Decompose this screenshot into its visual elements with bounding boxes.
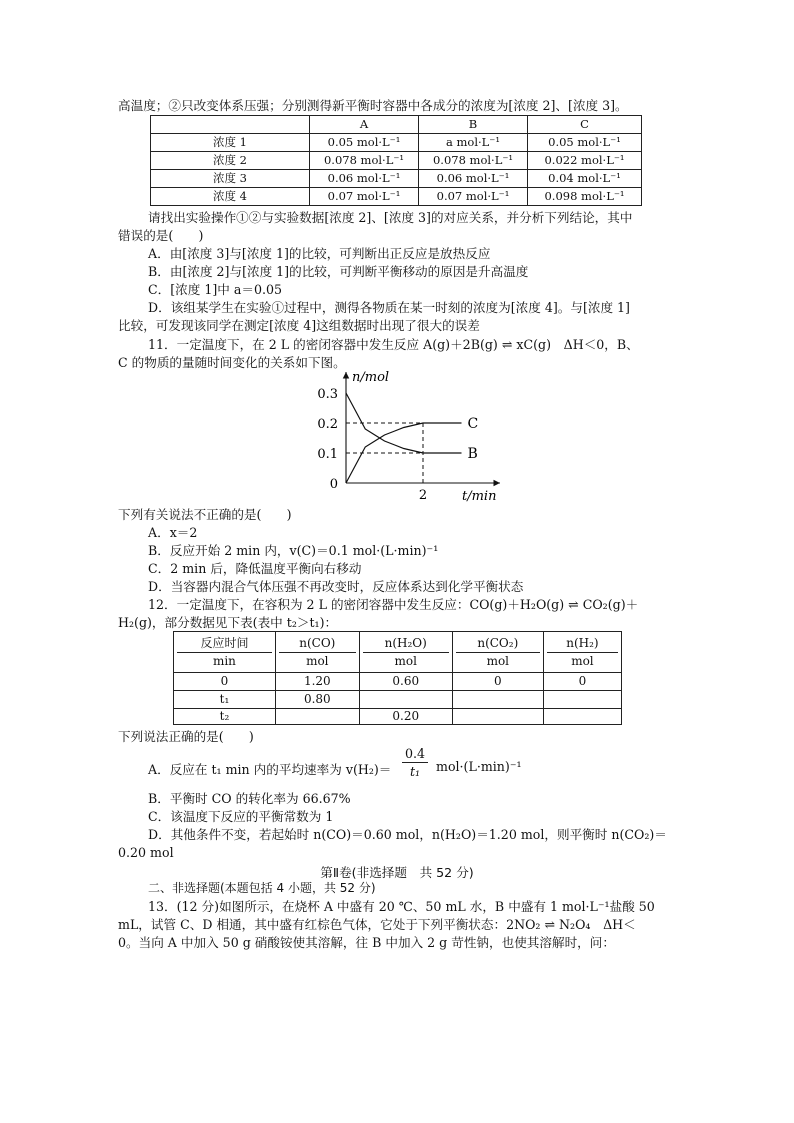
- y-axis-label: n/mol: [352, 370, 390, 385]
- table-header-cell: n(CO) mol: [275, 632, 359, 673]
- y-tick-label: 0.2: [317, 417, 338, 432]
- q11-line-chart: [310, 366, 510, 506]
- y-tick-label: 0.1: [317, 447, 338, 462]
- concentration-table: [150, 115, 642, 206]
- table-cell: 0.098 mol·L⁻¹: [528, 188, 642, 206]
- q11-question: 下列有关说法不正确的是( ): [118, 507, 292, 522]
- q12-option-b: B．平衡时 CO 的转化率为 66.67%: [148, 791, 351, 806]
- table-cell: 0.80: [275, 691, 359, 709]
- q10-option-d: D．该组某学生在实验①过程中，测得各物质在某一时刻的浓度为[浓度 4]。与[浓度 1]: [148, 300, 630, 315]
- table-cell: 0: [452, 673, 543, 691]
- q10-option-b: B．由[浓度 2]与[浓度 1]的比较，可判断平衡移动的原因是升高温度: [148, 264, 529, 279]
- q10-option-d-cont: 比较，可发现该同学在测定[浓度 4]这组数据时出现了很大的误差: [118, 318, 480, 333]
- table-cell: [275, 709, 359, 725]
- table-row: [151, 134, 642, 152]
- table-row: [174, 673, 622, 691]
- part-two-title: 第Ⅱ卷(非选择题 共 52 分): [320, 865, 474, 880]
- table-cell: 0.05 mol·L⁻¹: [310, 134, 419, 152]
- q13-line-2: mL，试管 C、D 相通，其中盛有红棕色气体，它处于下列平衡状态：2NO₂ ⇌ N₂O₄ ΔH＜: [118, 917, 636, 932]
- table-row: [151, 152, 642, 170]
- x-axis-label: t/min: [462, 489, 497, 504]
- table-cell: [359, 691, 452, 709]
- series-label-B: B: [467, 446, 478, 462]
- x-tick-label: 2: [418, 488, 428, 503]
- table-cell: C: [528, 116, 642, 134]
- part-two-subtitle: 二、非选择题(本题包括 4 小题，共 52 分): [148, 881, 376, 895]
- table-header-row: [174, 632, 622, 673]
- table-header-cell: 反应时间 min: [174, 632, 276, 673]
- reaction-data-table: [173, 631, 622, 725]
- table-row: [151, 170, 642, 188]
- table-cell: 浓度 1: [151, 134, 310, 152]
- q10-option-c: C．[浓度 1]中 a＝0.05: [148, 282, 282, 297]
- table-cell: a mol·L⁻¹: [419, 134, 528, 152]
- table-cell: 0.60: [359, 673, 452, 691]
- table-header-row: [151, 116, 642, 134]
- q10-intro: 请找出实验操作①②与实验数据[浓度 2]、[浓度 3]的对应关系，并分析下列结论，其中: [148, 210, 633, 225]
- q11-option-c: C．2 min 后，降低温度平衡向右移动: [148, 561, 362, 576]
- table-header-cell: n(CO₂) mol: [452, 632, 543, 673]
- table-row: [151, 188, 642, 206]
- q11-stem: 11．一定温度下，在 2 L 的密闭容器中发生反应 A(g)＋2B(g) ⇌ xC(g) ΔH＜0，B、: [148, 337, 639, 352]
- q11-option-b: B．反应开始 2 min 内，v(C)＝0.1 mol·(L·min)⁻¹: [148, 543, 439, 558]
- q11-stem-cont: C 的物质的量随时间变化的关系如下图。: [118, 355, 346, 370]
- table-cell: 0.078 mol·L⁻¹: [310, 152, 419, 170]
- table-cell: 0: [543, 673, 621, 691]
- y-tick-label: 0.3: [317, 387, 338, 402]
- q12-question: 下列说法正确的是( ): [118, 729, 254, 744]
- table-cell: [452, 709, 543, 725]
- table-cell: [452, 691, 543, 709]
- q11-option-d: D．当容器内混合气体压强不再改变时，反应体系达到化学平衡状态: [148, 579, 524, 594]
- q12-fraction-numerator: 0.4: [402, 745, 428, 763]
- q12-option-a-suffix: mol·(L·min)⁻¹: [436, 759, 522, 774]
- q13-line-3: 0。当向 A 中加入 50 g 硝酸铵使其溶解，往 B 中加入 2 g 苛性钠，也使其溶解时，问：: [118, 935, 615, 950]
- q12-fraction-denominator: t₁: [409, 764, 421, 779]
- table-cell: B: [419, 116, 528, 134]
- table-cell: [151, 116, 310, 134]
- q10-option-a: A．由[浓度 3]与[浓度 1]的比较，可判断出正反应是放热反应: [148, 246, 491, 261]
- table-cell: [543, 691, 621, 709]
- table-header-cell: n(H₂) mol: [543, 632, 621, 673]
- table-row: [174, 691, 622, 709]
- y-tick-label: 0: [329, 477, 338, 492]
- table-cell: 浓度 2: [151, 152, 310, 170]
- table-cell: 0.06 mol·L⁻¹: [419, 170, 528, 188]
- table-cell: A: [310, 116, 419, 134]
- table-cell: 浓度 4: [151, 188, 310, 206]
- table-cell: 0.078 mol·L⁻¹: [419, 152, 528, 170]
- table-cell: 浓度 3: [151, 170, 310, 188]
- continued-text: 高温度；②只改变体系压强；分别测得新平衡时容器中各成分的浓度为[浓度 2]、[浓度 3]。: [118, 98, 628, 113]
- q10-intro-cont: 错误的是( ): [118, 228, 204, 243]
- table-cell: 0.20: [359, 709, 452, 725]
- table-header-cell: n(H₂O) mol: [359, 632, 452, 673]
- table-cell: 0.04 mol·L⁻¹: [528, 170, 642, 188]
- table-cell: 0.07 mol·L⁻¹: [310, 188, 419, 206]
- table-cell: 1.20: [275, 673, 359, 691]
- table-cell: [543, 709, 621, 725]
- q12-option-c: C．该温度下反应的平衡常数为 1: [148, 809, 334, 824]
- table-cell: 0.022 mol·L⁻¹: [528, 152, 642, 170]
- q12-option-d-cont: 0.20 mol: [118, 845, 174, 860]
- table-cell: t₁: [174, 691, 276, 709]
- series-label-C: C: [467, 416, 479, 432]
- q12-fraction: [402, 745, 428, 780]
- q12-option-a-prefix: A．反应在 t₁ min 内的平均速率为 v(H₂)＝: [148, 762, 392, 777]
- table-cell: t₂: [174, 709, 276, 725]
- table-cell: 0.07 mol·L⁻¹: [419, 188, 528, 206]
- q11-option-a: A．x＝2: [148, 525, 198, 540]
- q12-option-d: D．其他条件不变，若起始时 n(CO)＝0.60 mol，n(H₂O)＝1.20 mol，则平衡时 n(CO₂)＝: [148, 827, 667, 842]
- q13-line-1: 13．(12 分)如图所示，在烧杯 A 中盛有 20 ℃、50 mL 水，B 中盛有 1 mol·L⁻¹盐酸 50: [148, 899, 655, 914]
- table-row: [174, 709, 622, 725]
- table-cell: 0.06 mol·L⁻¹: [310, 170, 419, 188]
- q12-stem-cont: H₂(g)，部分数据见下表(表中 t₂＞t₁)：: [118, 615, 338, 630]
- table-cell: 0: [174, 673, 276, 691]
- table-cell: 0.05 mol·L⁻¹: [528, 134, 642, 152]
- q12-stem: 12．一定温度下，在容积为 2 L 的密闭容器中发生反应：CO(g)＋H₂O(g) ⇌ CO₂(g)＋: [148, 597, 639, 612]
